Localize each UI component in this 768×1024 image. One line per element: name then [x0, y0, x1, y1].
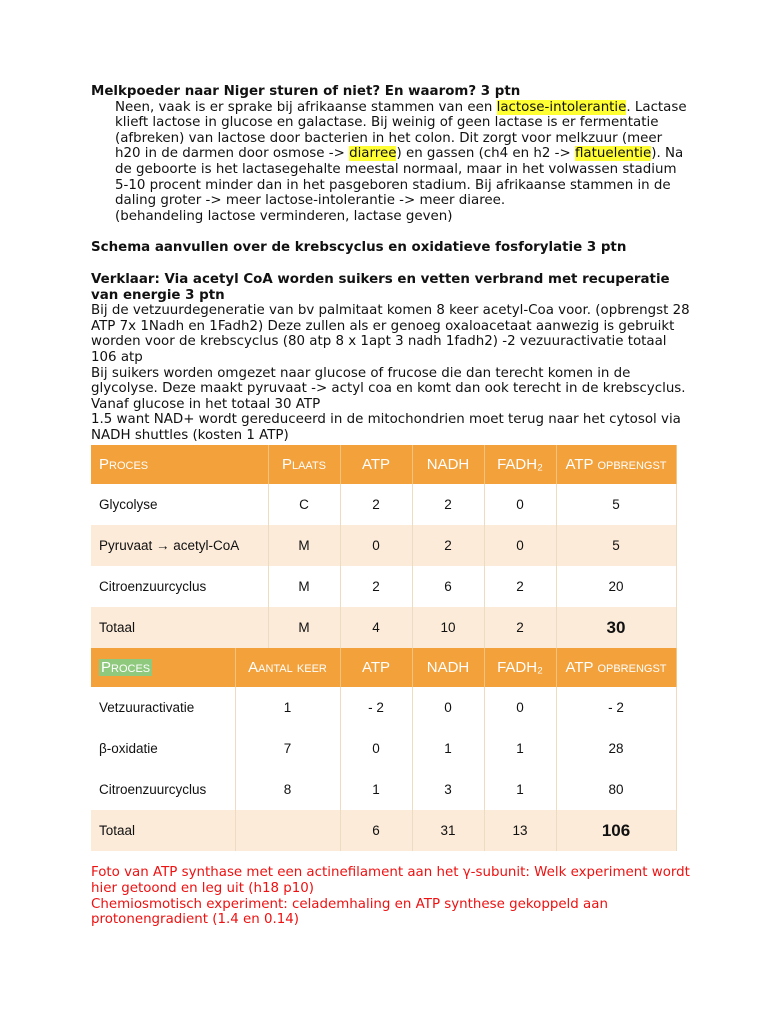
table-cell: 4 [340, 607, 412, 648]
table-cell: 2 [412, 525, 484, 566]
table-cell: 28 [556, 728, 676, 769]
table-header-row [91, 648, 676, 687]
answer-text: . Lactase klieft lactose in glucose en galactase. Bij weinig of geen lactase is er fermentatie (afbreken) van lactose door bacterien in het colon. Dit zorgt voor melkzuur (meer h20 in de darmen door osmose -> [115, 99, 687, 162]
table-row [91, 687, 676, 728]
table-cell: M [268, 607, 340, 648]
col-atp: ATP [340, 648, 412, 687]
nadh-paragraph: 1.5 want NAD+ wordt gereduceerd in de mitochondrien moet terug naar het cytosol via NADH shuttles (kosten 1 ATP) [91, 412, 681, 443]
table-cell: 2 [340, 566, 412, 607]
table-cell: 1 [484, 769, 556, 810]
col-nadh: NADH [412, 648, 484, 687]
table-cell: 0 [484, 687, 556, 728]
total-atp-cell: 106 [556, 810, 676, 851]
table-cell: 2 [484, 566, 556, 607]
glucose-energy-table [91, 445, 677, 648]
table-cell: 8 [235, 769, 340, 810]
col-fadh2: FADH₂ [484, 445, 556, 484]
table-total-row [91, 607, 676, 648]
table-cell: 0 [412, 687, 484, 728]
table-header-row [91, 445, 676, 484]
table-cell: 2 [340, 484, 412, 525]
col-proces: Proces [91, 445, 268, 484]
table-cell: 6 [412, 566, 484, 607]
table-cell: Citroenzuurcyclus [91, 769, 235, 810]
fatty-acid-paragraph: Bij de vetzuurdegeneratie van bv palmitaat komen 8 keer acetyl-Coa voor. (opbrengst 28 ATP 7x 1Nadh en 1Fadh2) Deze zullen als er genoeg oxaloacetaat aanwezig is gebruikt worden voor de krebscyclus (80 atp 8 x 1apt 3 nadh 1fadh2) -2 vezuuractivatie totaal 106 atp [91, 303, 690, 365]
table-cell: Glycolyse [91, 484, 268, 525]
table-cell: 80 [556, 769, 676, 810]
table-cell: Pyruvaat → acetyl-CoA [91, 525, 268, 566]
table-cell: 5 [556, 484, 676, 525]
table-cell: 0 [340, 525, 412, 566]
col-aantal-keer: Aantal keer [235, 648, 340, 687]
table-cell: 0 [340, 728, 412, 769]
question-1-heading: Melkpoeder naar Niger sturen of niet? En waarom? 3 ptn [91, 84, 521, 99]
sugar-paragraph: Bij suikers worden omgezet naar glucose of frucose die dan terecht komen in de glycolyse. Deze maakt pyruvaat -> actyl coa en komt dan ook terecht in de krebscyclus. Vanaf glucose in het totaal 30 ATP [91, 365, 686, 412]
table-total-row [91, 810, 676, 851]
table-cell: Citroenzuurcyclus [91, 566, 268, 607]
table-cell: 5 [556, 525, 676, 566]
highlight-diarree: diarree [349, 146, 397, 162]
table-cell: Totaal [91, 607, 268, 648]
table-cell: 3 [412, 769, 484, 810]
table-cell: 2 [484, 607, 556, 648]
highlight-lactose-intolerantie: lactose-intolerantie [496, 99, 627, 115]
table-cell: 1 [340, 769, 412, 810]
proces-label: Proces [101, 659, 151, 677]
table-cell: 1 [412, 728, 484, 769]
table-cell: 0 [484, 484, 556, 525]
table-row [91, 728, 676, 769]
col-plaats: Plaats [268, 445, 340, 484]
table-cell: 20 [556, 566, 676, 607]
table-cell [235, 810, 340, 851]
table-row [91, 525, 676, 566]
col-atp-opbrengst: ATP opbrengst [556, 648, 676, 687]
table-cell: M [268, 566, 340, 607]
col-atp: ATP [340, 445, 412, 484]
answer-text: ) en gassen (ch4 en h2 -> [396, 146, 575, 162]
total-atp-cell: 30 [556, 607, 676, 648]
table-cell: M [268, 525, 340, 566]
table-row [91, 769, 676, 810]
answer-text: ). Na de geboorte is het lactasegehalte meestal normaal, maar in het volwassen stadium 5-10 procent minder dan in het pasgeboren stadium. Bij afrikaanse stammen in de daling groter -> meer lactose-intolerantie -> meer diaree. [115, 146, 684, 209]
col-atp-opbrengst: ATP opbrengst [556, 445, 676, 484]
col-nadh: NADH [412, 445, 484, 484]
treatment-note: (behandeling lactose verminderen, lactase geven) [115, 208, 453, 224]
table-cell: 2 [412, 484, 484, 525]
table-cell: β-oxidatie [91, 728, 235, 769]
table-cell: Totaal [91, 810, 235, 851]
table-cell: - 2 [340, 687, 412, 728]
table-cell: 31 [412, 810, 484, 851]
question-3-heading: Verklaar: Via acetyl CoA worden suikers en vetten verbrand met recuperatie van energie 3 ptn [91, 271, 670, 303]
table-cell: 0 [484, 525, 556, 566]
col-proces [91, 648, 235, 687]
table-cell: 13 [484, 810, 556, 851]
table-row [91, 566, 676, 607]
table-row [91, 484, 676, 525]
question-2-heading: Schema aanvullen over de krebscyclus en oxidatieve fosforylatie 3 ptn [91, 240, 627, 256]
table-cell: 1 [484, 728, 556, 769]
highlight-flatuelentie: flatuelentie [574, 146, 652, 162]
table-cell: C [268, 484, 340, 525]
col-fadh2: FADH₂ [484, 648, 556, 687]
table-cell: Vetzuuractivatie [91, 687, 235, 728]
document-page [91, 84, 691, 928]
atp-synthase-question: Foto van ATP synthase met een actinefilament aan het γ-subunit: Welk experiment wordt hier getoond en leg uit (h18 p10) [91, 865, 690, 897]
table-cell: - 2 [556, 687, 676, 728]
answer-text: Neen, vaak is er sprake bij afrikaanse stammen van een [115, 99, 497, 115]
table-cell: 7 [235, 728, 340, 769]
question-1-answer [91, 100, 691, 209]
table-cell: 6 [340, 810, 412, 851]
table-cell: 1 [235, 687, 340, 728]
fatty-acid-energy-table [91, 648, 677, 851]
table-cell: 10 [412, 607, 484, 648]
chemiosmotic-note: Chemiosmotisch experiment: celademhaling en ATP synthese gekoppeld aan protonengradient (1.4 en 0.14) [91, 896, 608, 928]
